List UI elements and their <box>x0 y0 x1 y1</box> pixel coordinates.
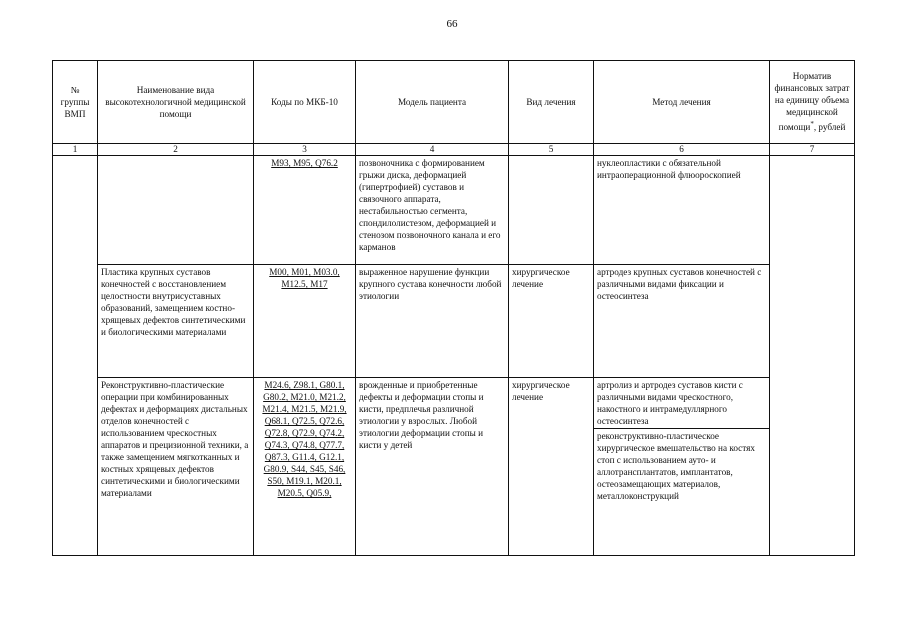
treatment-type-cell <box>509 156 594 265</box>
table-row <box>53 265 855 378</box>
patient-model-cell: врожденные и приобретенные дефекты и деформации стопы и кисти, предплечья различной этиологии у взрослых. Любой этиологии деформации стопы и кисти у детей <box>356 378 509 556</box>
care-type-cell: Пластика крупных суставов конечностей с восстановлением целостности внутрисуставных образований, замещением костно-хрящевых дефектов синтетическими и биологическими материалами <box>98 265 254 378</box>
column-number-row <box>53 144 855 156</box>
icd10-codes: M00, M01, M03.0, M12.5, M17 <box>269 267 340 289</box>
treatment-method-cell: артродез крупных суставов конечностей с различными видами фиксации и остеосинтеза <box>594 265 770 378</box>
header-norm-text: Норматив финансовых затрат на единицу объема медицинской помощи <box>774 71 850 133</box>
group-number-cell <box>53 156 98 556</box>
patient-model-cell: позвоночника с формированием грыжи диска, деформацией (гипертрофией) суставов и связочного аппарата, нестабильностью сегмента, спондилолистезом, деформацией и стенозом позвоночного канала и его карманов <box>356 156 509 265</box>
icd10-codes: M93, M95, Q76.2 <box>271 158 338 168</box>
icd10-codes: M24.6, Z98.1, G80.1, G80.2, M21.0, M21.2, M21.4, M21.5, M21.9, Q68.1, Q72.5, Q72.6, Q72.8, Q72.9, Q74.2, Q74.3, Q74.8, Q77.7, Q87.3, G11.4, G12.1, G80.9, S44, S45, S46, S50, M19.1, M20.1, M20.5, Q05.9, <box>262 380 347 498</box>
header-financial-norm <box>770 61 855 144</box>
header-group-number: № группы ВМП <box>53 61 98 144</box>
financial-norm-cell <box>770 156 855 556</box>
header-row <box>53 61 855 144</box>
vmp-table <box>52 60 855 556</box>
care-type-cell: Реконструктивно-пластические операции при комбинированных дефектах и деформациях дистальных отделов конечностей с использованием чрескостных аппаратов и прецизионной техники, а также замещением мягкотканных и костных хрящевых дефектов синтетическими и биологическими материалами <box>98 378 254 556</box>
patient-model-cell: выраженное нарушение функции крупного сустава конечности любой этиологии <box>356 265 509 378</box>
icd10-codes-cell <box>254 265 356 378</box>
treatment-method-cell: нуклеопластики с обязательной интраоперационной флюороскопией <box>594 156 770 265</box>
table-row <box>53 156 855 265</box>
table-row <box>53 378 855 556</box>
column-number: 1 <box>53 144 98 156</box>
treatment-type-cell: хирургическое лечение <box>509 265 594 378</box>
column-number: 5 <box>509 144 594 156</box>
header-icd10-codes: Коды по МКБ-10 <box>254 61 356 144</box>
column-number: 6 <box>594 144 770 156</box>
page-number: 66 <box>446 18 458 30</box>
treatment-method-text: артролиз и артродез суставов кисти с различными видами чрескостного, накостного и интрамедуллярного остеосинтеза <box>597 380 743 426</box>
column-number: 2 <box>98 144 254 156</box>
treatment-type-cell: хирургическое лечение <box>509 378 594 556</box>
column-number: 7 <box>770 144 855 156</box>
care-type-cell <box>98 156 254 265</box>
header-treatment-method: Метод лечения <box>594 61 770 144</box>
treatment-method-text-secondary: реконструктивно-пластическое хирургическое вмешательство на костях стоп с использованием ауто- и аллотрансплантатов, имплантатов, остеозамещающих материалов, металлоконструкций <box>594 428 769 502</box>
header-care-type-name: Наименование вида высокотехнологичной медицинской помощи <box>98 61 254 144</box>
icd10-codes-cell <box>254 378 356 556</box>
header-norm-footnote-mark: * <box>810 120 814 129</box>
header-treatment-type: Вид лечения <box>509 61 594 144</box>
column-number: 3 <box>254 144 356 156</box>
header-norm-unit: , рублей <box>813 122 846 133</box>
treatment-method-cell <box>594 378 770 556</box>
header-patient-model: Модель пациента <box>356 61 509 144</box>
icd10-codes-cell <box>254 156 356 265</box>
column-number: 4 <box>356 144 509 156</box>
